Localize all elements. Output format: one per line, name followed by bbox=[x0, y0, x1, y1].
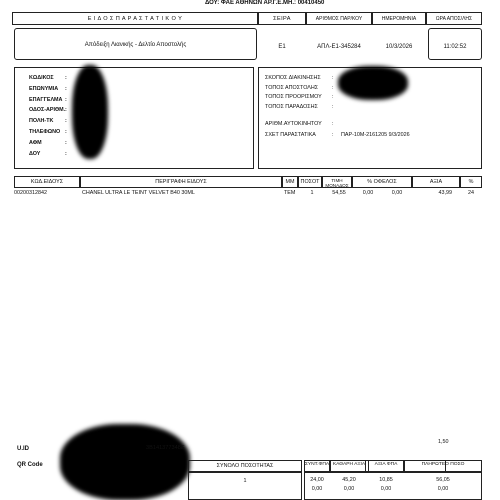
date-value: 10/3/2026 bbox=[385, 44, 413, 50]
shipping-field-label: ΤΟΠΟΣ ΑΠΟΣΤΟΛΗΣ bbox=[265, 84, 319, 91]
items-header-cell bbox=[298, 176, 322, 188]
series-header-cell: ΣΕΙΡΑ bbox=[258, 12, 306, 25]
time-value: 11:02:52 bbox=[443, 44, 467, 50]
redaction-mark bbox=[338, 66, 408, 100]
uid-value: 3B141377348E bbox=[146, 445, 185, 451]
items-header-label: % ΟΦΕΛΟΣ bbox=[367, 179, 397, 185]
customer-field-label: ΕΠΩΝΥΜΙΑ bbox=[29, 85, 59, 92]
qr-label: QR Code bbox=[17, 462, 43, 468]
vat-cell: 24,00 bbox=[310, 477, 324, 483]
total-qty-header-cell: ΣΥΝΟΛΟ ΠΟΣΟΤΗΤΑΣ bbox=[188, 460, 302, 472]
items-header-cell bbox=[14, 176, 80, 188]
item-cell: 0,00 bbox=[362, 190, 374, 196]
redaction-mark bbox=[60, 424, 190, 500]
time-header-cell: ΩΡΑ ΑΠΟΣ/ΛΗΣ bbox=[426, 12, 482, 25]
customer-field-sep: : bbox=[65, 75, 67, 81]
vat-cell: 10,85 bbox=[379, 477, 393, 483]
side-value: 1,50 bbox=[438, 439, 449, 445]
customer-field-sep: : bbox=[65, 96, 67, 103]
vat-cell: 56,05 bbox=[436, 477, 450, 483]
item-cell: 1 bbox=[310, 190, 314, 196]
top-line: ΔΟΥ: ΦΑΕ ΑΘΗΝΩΝ ΑΡ.Γ.Ε.ΜΗ.: 00410450 bbox=[205, 0, 325, 6]
shipping-field-label: ΤΟΠΟΣ ΠΡΟΟΡΙΣΜΟΥ bbox=[265, 94, 322, 101]
items-header-cell bbox=[412, 176, 460, 188]
number-header-cell: ΑΡΙΘΜΟΣ ΠΑΡ/ΚΟΥ bbox=[306, 12, 372, 25]
items-header-label: % bbox=[468, 179, 474, 185]
vat-summary-body bbox=[304, 472, 482, 500]
items-header-label: ΠΕΡΙΓΡΑΦΗ ΕΙΔΟΥΣ bbox=[155, 179, 207, 185]
customer-field-sep: : bbox=[65, 129, 67, 135]
vat-cell: 45,20 bbox=[342, 477, 356, 483]
doc-type-value: Απόδειξη Λιανικής - Δελτίο Αποστολής bbox=[84, 42, 187, 48]
shipping-field-sep: : bbox=[332, 84, 334, 91]
vat-header-label: ΑΞΙΑ ΦΠΑ bbox=[374, 462, 398, 467]
items-header-label: ΚΩΔ.ΕΙΔΟΥΣ bbox=[30, 179, 64, 185]
customer-field-label: ΤΗΛΕΦΩΝΟ bbox=[29, 129, 61, 135]
item-cell: 00200312842 bbox=[14, 190, 47, 196]
total-qty: 1 bbox=[243, 478, 247, 484]
shipping-field-label: ΑΡΙΘΜ.ΑΥΤΟΚΙΝΗΤΟΥ bbox=[265, 121, 322, 127]
shipping-field-label: ΣΚΟΠΟΣ ΔΙΑΚΙΝΗΣΗΣ bbox=[265, 75, 321, 81]
customer-field-label: ΕΠΑΓΓΕΛΜΑ bbox=[29, 96, 63, 103]
items-header-cell bbox=[460, 176, 482, 188]
customer-field-sep: : bbox=[65, 85, 67, 92]
shipping-field-value: ΠΑΡ-10Μ-2161205 9/3/2026 bbox=[341, 131, 410, 138]
shipping-field-sep: : bbox=[332, 75, 334, 81]
redaction-mark bbox=[72, 65, 108, 159]
doc-type-header-cell: Ε Ι Δ Ο Σ Π Α Ρ Α Σ Τ Α Τ Ι Κ Ο Υ bbox=[12, 12, 258, 25]
doc-type-value-box bbox=[14, 28, 257, 60]
items-header-label: ΑΞΙΑ bbox=[429, 179, 443, 185]
shipping-field-sep: : bbox=[332, 94, 334, 101]
customer-field-sep: : bbox=[65, 118, 67, 125]
customer-field-label: ΟΔΟΣ-ΑΡΙΘΜ. bbox=[29, 107, 66, 114]
customer-field-label: ΔΟΥ bbox=[29, 150, 41, 157]
vat-header-label: ΚΑΘΑΡΗ ΑΞΙΑ bbox=[332, 462, 366, 467]
shipping-field-label: ΤΟΠΟΣ ΠΑΡΑΔΟΣΗΣ bbox=[265, 103, 318, 110]
items-header-label: ΠΟΣΟΤ bbox=[300, 179, 320, 185]
customer-box bbox=[14, 67, 254, 169]
doc-number-value: ΑΠΛ-Ε1-345284 bbox=[317, 44, 361, 50]
item-cell: 24 bbox=[468, 190, 474, 196]
customer-field-sep: : bbox=[65, 150, 67, 157]
total-qty-cell bbox=[188, 472, 302, 500]
date-header-cell: ΗΜΕΡΟΜΗΝΙΑ bbox=[372, 12, 426, 25]
uid-label: U.ID bbox=[17, 446, 29, 452]
customer-field-label: ΚΩΔΙΚΟΣ bbox=[29, 75, 54, 81]
vat-header-label: ΠΛΗΡΩΤΕΟ ΠΟΣΟ bbox=[421, 462, 465, 467]
customer-field-label: ΑΦΜ bbox=[29, 139, 42, 146]
vat-cell: 0,00 bbox=[343, 486, 355, 492]
item-cell: 54,55 bbox=[332, 190, 346, 196]
shipping-field-sep: : bbox=[332, 121, 334, 127]
items-header-cell bbox=[80, 176, 282, 188]
item-cell: 0,00 bbox=[391, 190, 403, 196]
shipping-field-sep: : bbox=[332, 131, 334, 138]
vat-cell: 0,00 bbox=[437, 486, 449, 492]
vat-cell: 0,00 bbox=[380, 486, 392, 492]
customer-field-label: ΠΟΛΗ-ΤΚ bbox=[29, 118, 54, 125]
customer-field-sep: : bbox=[65, 107, 67, 114]
items-header-label: ΤΙΜΗ ΜΟΝΑΔΟΣ bbox=[325, 177, 349, 188]
shipping-field-sep: : bbox=[332, 103, 334, 110]
item-cell: ΤΕΜ bbox=[284, 190, 296, 196]
item-cell: 43,99 bbox=[438, 190, 452, 196]
items-header-cell bbox=[282, 176, 298, 188]
customer-field-sep: : bbox=[65, 139, 67, 146]
items-header-label: ΜΜ bbox=[285, 179, 295, 185]
vat-cell: 0,00 bbox=[311, 486, 323, 492]
series-value: E1 bbox=[278, 44, 286, 50]
shipping-field-label: ΣΧΕΤ ΠΑΡΑΣΤΑΤΙΚΑ bbox=[265, 131, 316, 138]
items-header-cell bbox=[322, 176, 352, 188]
item-cell: CHANEL ULTRA LE TEINT VELVET B40 30ML bbox=[82, 190, 195, 196]
items-header-cell bbox=[352, 176, 412, 188]
time-value-box bbox=[428, 28, 482, 60]
vat-header-label: ΣΥΝΤ.ΦΠΑ bbox=[304, 462, 330, 467]
